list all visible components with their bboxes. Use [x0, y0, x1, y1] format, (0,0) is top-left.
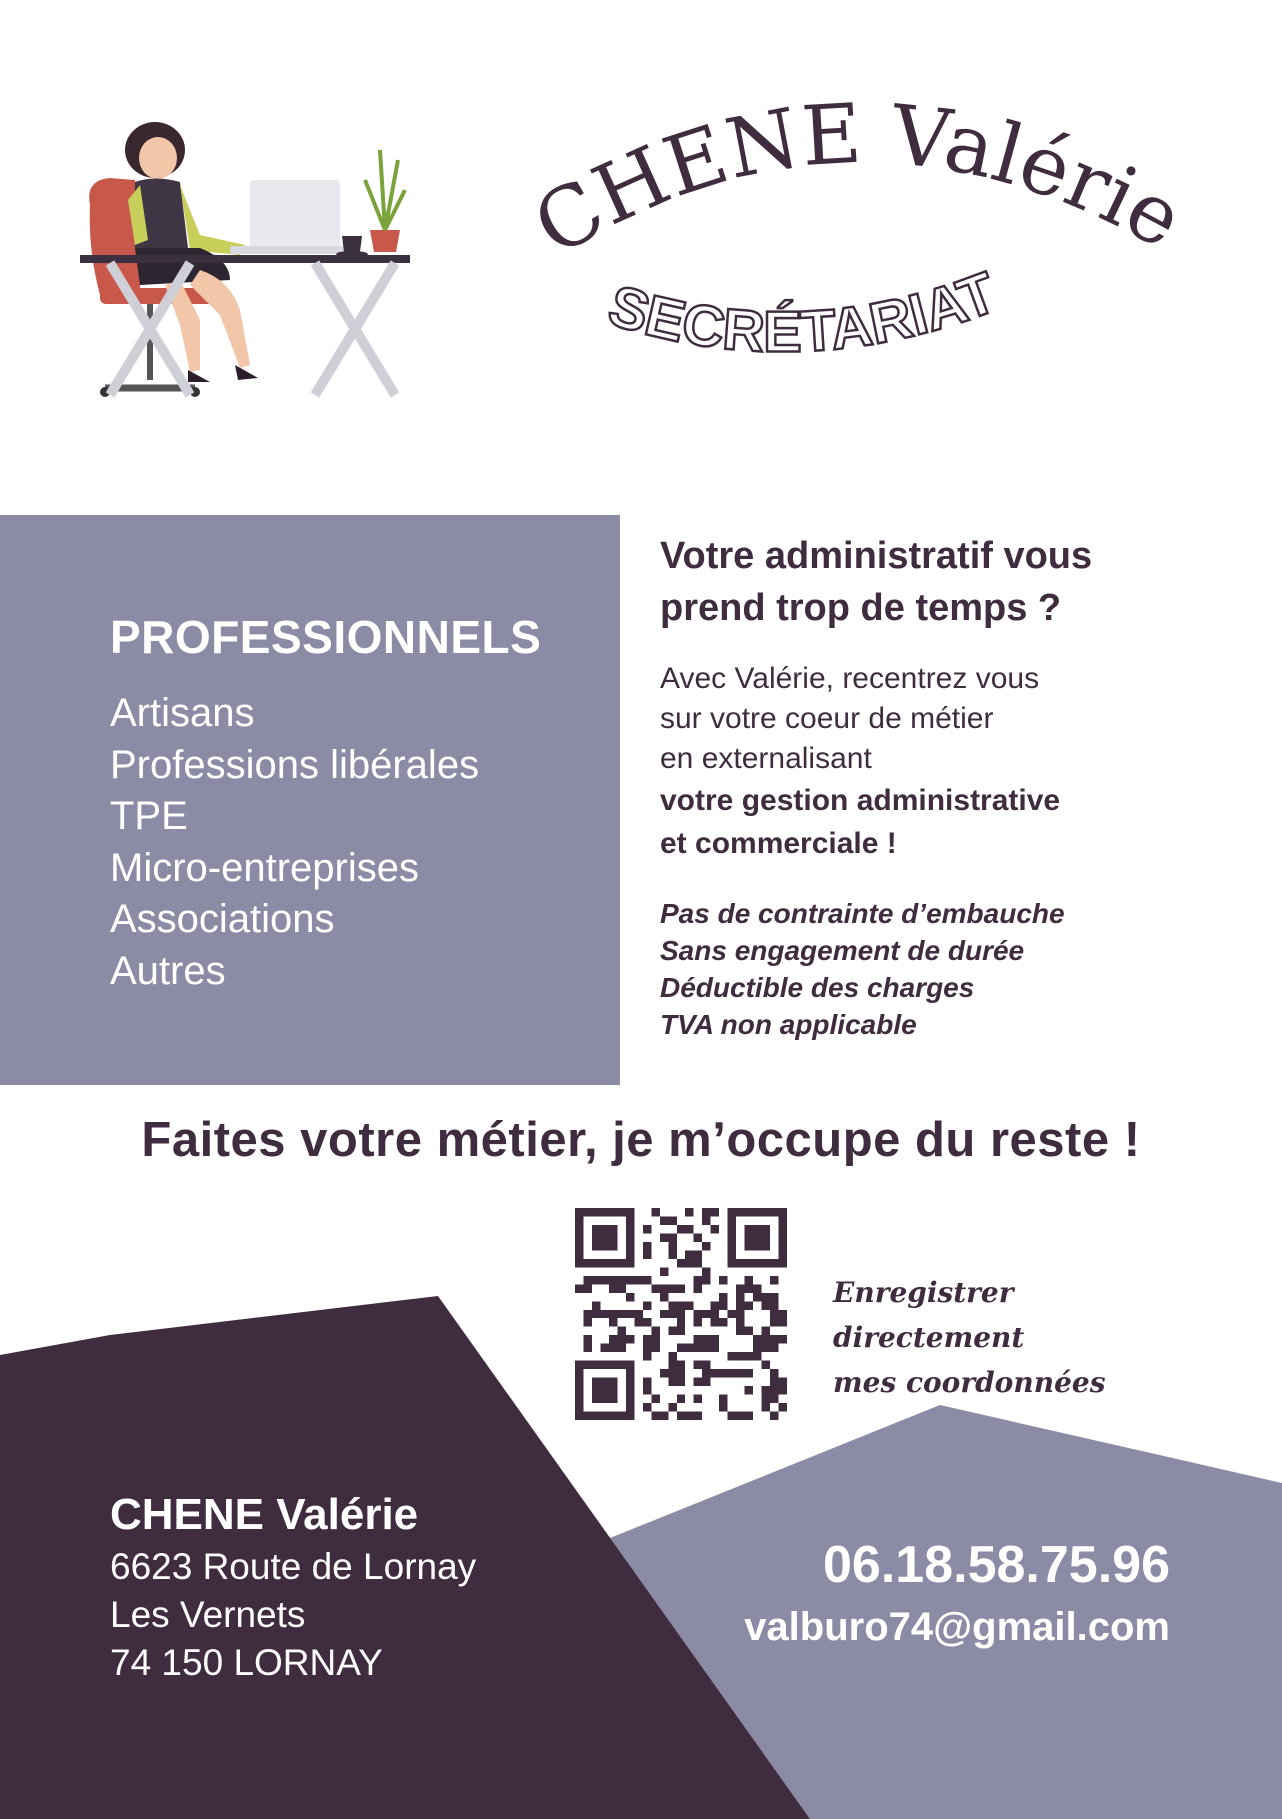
pitch-body-line: en externalisant	[660, 742, 872, 775]
brand-name: CHENE Valérie	[518, 86, 1198, 275]
qr-caption-line: Enregistrer directement	[833, 1276, 1025, 1354]
pitch-body-line: sur votre coeur de métier	[660, 702, 994, 735]
qr-code[interactable]	[575, 1208, 787, 1420]
contact-block	[110, 1487, 476, 1687]
list-item: Professions libérales	[110, 742, 480, 787]
slogan: Faites votre métier, je m’occupe du reste !	[141, 1113, 1141, 1167]
qr-caption-line: mes coordonnées	[833, 1366, 1106, 1399]
address-line: 6623 Route de Lornay	[110, 1546, 477, 1587]
list-item: TPE	[110, 794, 188, 838]
qr-caption	[833, 1270, 1163, 1405]
pitch-body-line: Avec Valérie, recentrez vous	[660, 662, 1040, 695]
contact-name: CHENE Valérie	[110, 1490, 419, 1539]
pitch-heading-line: prend trop de temps ?	[660, 587, 1062, 629]
benefit-item: Déductible des charges	[660, 972, 975, 1003]
pitch-heading-line: Votre administratif vous	[660, 535, 1093, 577]
pitch-bold-line: votre gestion administrative	[660, 784, 1061, 817]
address-line: 74 150 LORNAY	[110, 1642, 383, 1683]
benefit-item: Pas de contrainte d’embauche	[660, 898, 1065, 929]
list-item: Artisans	[110, 691, 255, 735]
phone-number[interactable]: 06.18.58.75.96	[823, 1536, 1170, 1594]
email-link[interactable]: valburo74@gmail.com	[744, 1605, 1170, 1649]
list-item: Associations	[110, 897, 335, 941]
benefit-item: TVA non applicable	[660, 1009, 917, 1040]
list-item: Micro-entreprises	[110, 845, 419, 890]
professionals-heading: PROFESSIONNELS	[110, 611, 542, 663]
list-item: Autres	[110, 948, 226, 993]
brand-subtitle: SECRÉTARIAT	[601, 259, 1005, 365]
pitch-bold-line: et commerciale !	[660, 827, 897, 860]
benefit-item: Sans engagement de durée	[660, 935, 1025, 966]
address-line: Les Vernets	[110, 1594, 306, 1635]
